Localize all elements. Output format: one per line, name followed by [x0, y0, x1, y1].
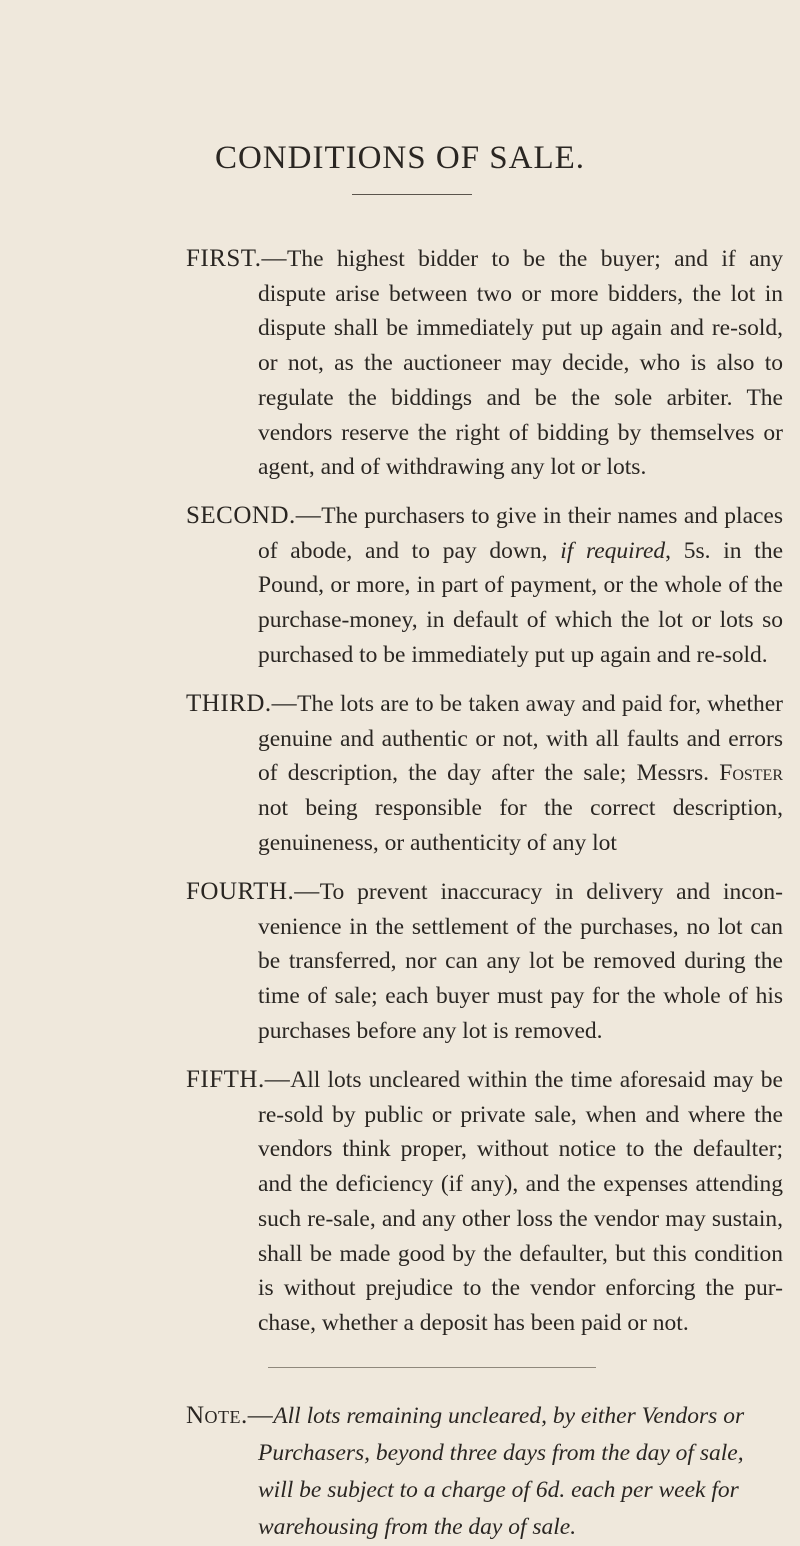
clause-fifth [186, 1063, 783, 1341]
clause-fifth-text: All lots uncleared within the time aforesaid may be re-sold by public or private sale, when and where the vendors think proper, without notice to the defaulter; and the deficiency (if any), and the expenses attending such re-sale, and any other loss the vendor may sustain, shall be made good by the defaulter, but this condition is without prejudice to the vendor enforcing the pur-chase, whether a deposit has been paid or not. [258, 1067, 783, 1336]
clause-first-text: The highest bidder to be the buyer; and if any dispute arise between two or more bidders, the lot in dispute shall be immediately put up again and re-sold, or not, as the auctioneer may decide, who is also to regulate the biddings and be the sole arbiter. The vendors reserve the right of bidding by themselves or agent, and of withdrawing any lot or lots. [258, 246, 783, 481]
clause-first [186, 242, 783, 485]
clause-first-label: FIRST.— [186, 245, 287, 272]
title-divider [352, 194, 472, 195]
clause-second-text-after: , 5s. in the Pound, or more, in part of payment, or the whole of the purchase-money, in default of which the lot or lots so purchased to be immediately put up again and re-sold. [258, 537, 783, 668]
clause-third-text-after: not being responsible for the correct description, genuineness, or authenticity of any lot [258, 795, 783, 856]
page-title: CONDITIONS OF SALE. [214, 140, 586, 176]
clause-second-text-before: The purchasers to give in their names and places of abode, and to pay down, [258, 503, 783, 564]
clause-second-text-italic: if required [560, 537, 666, 564]
sale-note-label: Note.— [186, 1402, 274, 1429]
clause-third [186, 687, 783, 861]
clause-fifth-label: FIFTH.— [186, 1066, 291, 1093]
sale-note-text: All lots remaining uncleared, by either Vendors or Purchasers, beyond three days from the day of sale, will be subject to a charge of 6d. each per week for warehousing from the day of sale. [258, 1403, 745, 1540]
note-divider [268, 1367, 596, 1368]
clause-fourth-text: To prevent inaccuracy in delivery and incon-venience in the settlement of the purchases, no lot can be transferred, nor can any lot be removed during the time of sale; each buyer must pay for the whole of his purchases before any lot is removed. [258, 879, 783, 1044]
clause-fourth [186, 875, 783, 1049]
clause-third-text-before: The lots are to be taken away and paid for, whether genuine and authentic or not, with all faults and errors of description, the day after the sale; Messrs. [258, 691, 783, 787]
clause-fourth-label: FOURTH.— [186, 878, 320, 905]
clause-third-text-smallcaps: Foster [719, 760, 783, 787]
clause-second-label: SECOND.— [186, 502, 322, 529]
clause-third-label: THIRD.— [186, 690, 298, 717]
sale-note [186, 1397, 783, 1546]
clause-second [186, 499, 783, 673]
